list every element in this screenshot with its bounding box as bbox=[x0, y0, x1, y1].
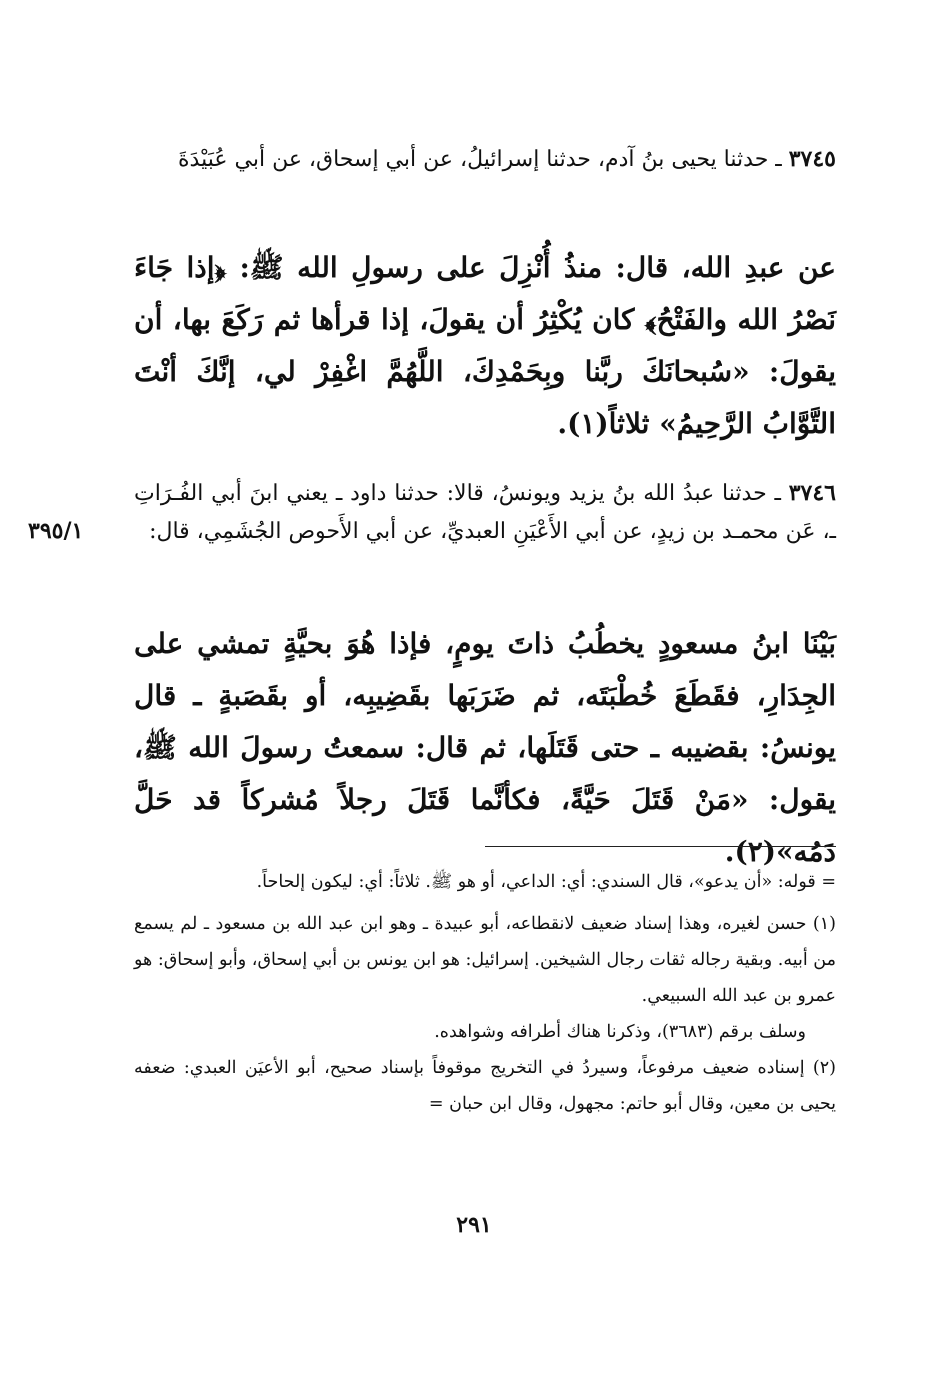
isnad-text: ـ حدثنا يحيى بنُ آدم، حدثنا إسرائيلُ، عن أبي إسحاق، عن أبي عُبَيْدَةَ bbox=[178, 147, 782, 172]
page-number: ٢٩١ bbox=[456, 1212, 492, 1238]
hadith-3746-isnad bbox=[134, 474, 836, 551]
isnad-text: ـ حدثنا عبدُ الله بنُ يزيد ويونسُ، قالا: حدثنا داود ـ يعني ابنَ أبي الفُـرَاتِ ـ، عَن محمـد بن زيدٍ، عن أبي الأَعْيَنِ العبديِّ، عن أبي الأَحوص الجُشَمِي، قال: bbox=[134, 481, 836, 544]
footnotes bbox=[134, 864, 836, 1122]
footnote-2: (٢) إسناده ضعيف مرفوعاً، وسيردُ في التخريج موقوفاً بإسناد صحيح، أبو الأعيَن العبدي: ضعفه يحيى بن معين، وقال أبو حاتم: مجهول، وقال ابن حبان = bbox=[134, 1058, 836, 1114]
footnote-1: (١) حسن لغيره، وهذا إسناد ضعيف لانقطاعه، أبو عبيدة ـ وهو ابن عبد الله بن مسعود ـ لم يسمع من أبيه. وبقية رجاله ثقات رجال الشيخين. إسرائيل: هو ابن يونس بن أبي إسحاق، وأبو إسحاق: هو عمرو بن عبد الله السبيعي. bbox=[134, 914, 836, 1006]
hadith-3745-matn: عن عبدِ الله، قال: منذُ أُنْزِلَ على رسولِ الله ﷺ: ﴿إذا جَاءَ نَصْرُ الله والفَتْحُ﴾ كان يُكْثِرُ أن يقولَ، إذا قرأها ثم رَكَعَ بها، أن يقولَ: «سُبحانَكَ ربَّنا وبِحَمْدِكَ، اللَّهُمَّ اغْفِرْ لي، إنَّكَ أنْتَ التَّوَّابُ الرَّحِيمُ» ثلاثاً(١). bbox=[134, 251, 836, 440]
footnote-continuation: = قوله: «أن يدعو»، قال السندي: أي: الداعي، أو هو ﷺ. ثلاثاً: أي: ليكون إلحاحاً. bbox=[256, 872, 836, 892]
footnote-1-extra: وسلف برقم (٣٦٨٣)، وذكرنا هناك أطرافه وشواهده. bbox=[434, 1022, 806, 1042]
hadith-3745-isnad bbox=[134, 140, 836, 179]
hadith-3746-matn: بَيْنَا ابنُ مسعودٍ يخطُبُ ذاتَ يومٍ، فإذا هُوَ بحيَّةٍ تمشي على الجِدَارِ، فقَطَعَ خُطْبَتَه، ثم ضَرَبَها بقَضِيبِه، أو بقَصَبةٍ ـ قال يونسُ: بقضيبه ـ حتى قَتَلَها، ثم قال: سمعتُ رسولَ الله ﷺ، يقول: «مَنْ قَتَلَ حَيَّةً، فكأنَّما قَتَلَ رجلاً مُشركاً قد حَلَّ دَمُه»(٢). bbox=[134, 627, 836, 868]
hadith-number: ٣٧٤٥ bbox=[788, 146, 836, 172]
footnote-separator bbox=[485, 846, 836, 847]
margin-reference: ٣٩٥/١ bbox=[28, 518, 84, 544]
hadith-number: ٣٧٤٦ bbox=[788, 480, 836, 506]
